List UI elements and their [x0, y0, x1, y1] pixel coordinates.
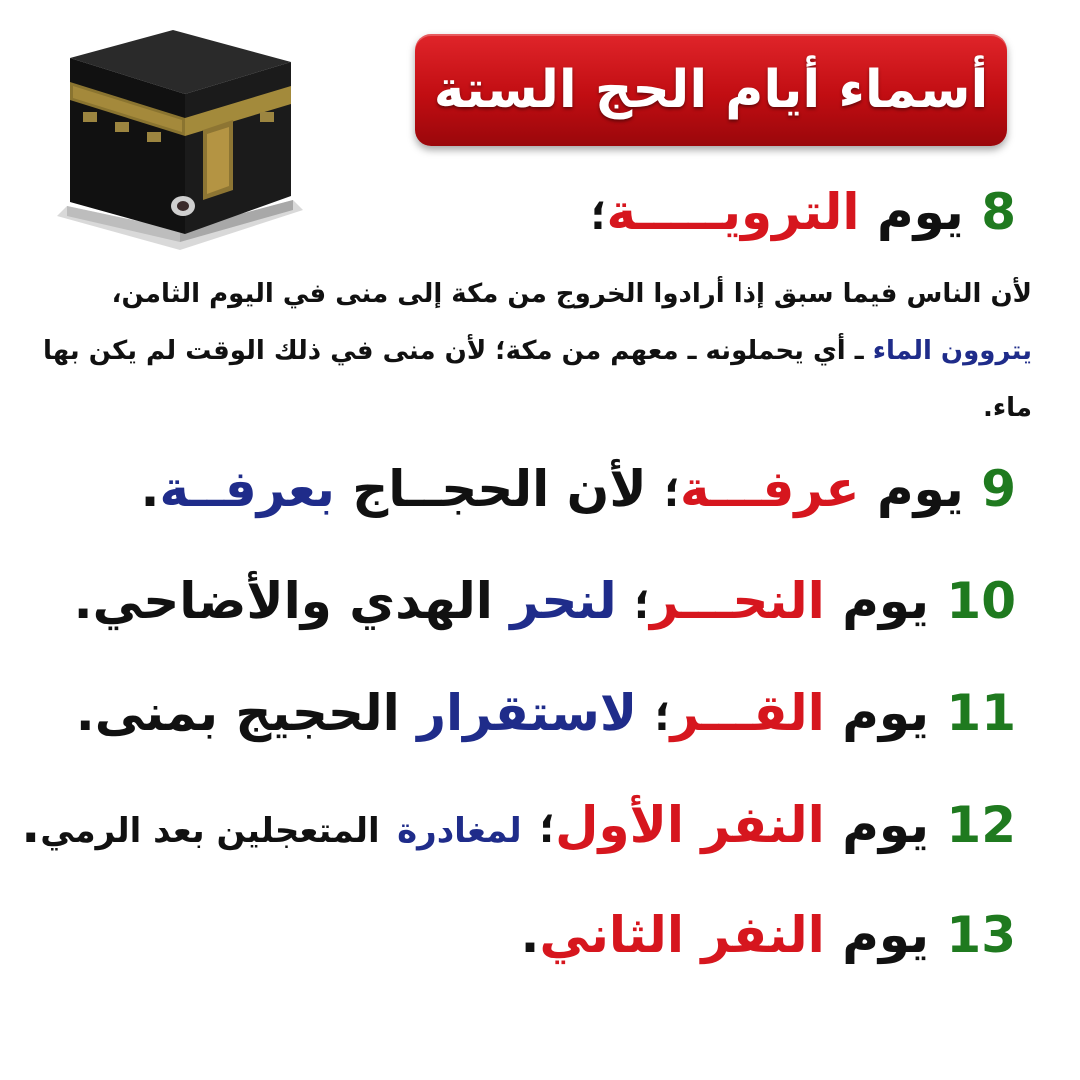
day-name: الترويـــــة — [606, 183, 860, 241]
day-11-row — [76, 684, 1016, 742]
day-prefix: يوم — [842, 796, 929, 854]
separator: ؛ — [634, 582, 651, 628]
day-10-row — [74, 572, 1016, 630]
day-12-row — [21, 796, 1016, 854]
day-number: 11 — [946, 684, 1016, 742]
day-reason: لأن الحجــاج — [352, 460, 647, 518]
separator: ؛ — [663, 470, 680, 516]
end-mark: . — [73, 572, 93, 630]
day-name: النفر الأول — [555, 796, 825, 854]
day-number: 10 — [946, 572, 1016, 630]
title-banner — [415, 34, 1007, 146]
day-reason-highlight: لاستقرار — [417, 684, 638, 742]
day-prefix: يوم — [877, 183, 964, 241]
day-9-row — [141, 460, 1017, 518]
kaaba-image — [55, 20, 305, 260]
day-name: النحـــر — [650, 572, 825, 630]
day-reason-highlight: لنحر — [510, 572, 617, 630]
day-prefix: يوم — [877, 460, 964, 518]
end-mark: . — [21, 796, 41, 854]
day-reason: الحجيج بمنى — [94, 684, 400, 742]
day-8-row — [591, 183, 1016, 241]
page-title: أسماء أيام الحج الستة — [433, 60, 989, 120]
day-number: 8 — [981, 183, 1016, 241]
day-prefix: يوم — [842, 572, 929, 630]
explanation-highlight: يتروون الماء — [872, 336, 1032, 366]
day-reason: المتعجلين بعد الرمي — [40, 811, 380, 851]
day-name: القـــر — [670, 684, 825, 742]
end-mark: . — [520, 906, 540, 964]
end-mark: . — [140, 460, 160, 518]
day-prefix: يوم — [842, 906, 929, 964]
separator: ؛ — [654, 694, 671, 740]
explanation-part-2: ـ أي يحملونه ـ معهم من مكة؛ لأن منى في ذلك الوقت لم يكن بها ماء. — [42, 336, 1032, 423]
day-number: 9 — [981, 460, 1016, 518]
day-number: 13 — [946, 906, 1016, 964]
day-13-row — [521, 906, 1017, 964]
separator: ؛ — [590, 193, 607, 239]
day-reason-highlight: بعرفــة — [159, 460, 335, 518]
day-name: عرفـــة — [679, 460, 860, 518]
separator: ؛ — [539, 806, 556, 852]
day-8-explanation — [42, 266, 1032, 437]
explanation-part-1: لأن الناس فيما سبق إذا أرادوا الخروج من مكة إلى منى في اليوم الثامن، — [111, 279, 1032, 309]
day-reason: الهدي والأضاحي — [92, 572, 493, 630]
day-prefix: يوم — [842, 684, 929, 742]
end-mark: . — [75, 684, 95, 742]
day-number: 12 — [946, 796, 1016, 854]
day-name: النفر الثاني — [539, 906, 825, 964]
day-reason-highlight: لمغادرة — [397, 811, 522, 851]
